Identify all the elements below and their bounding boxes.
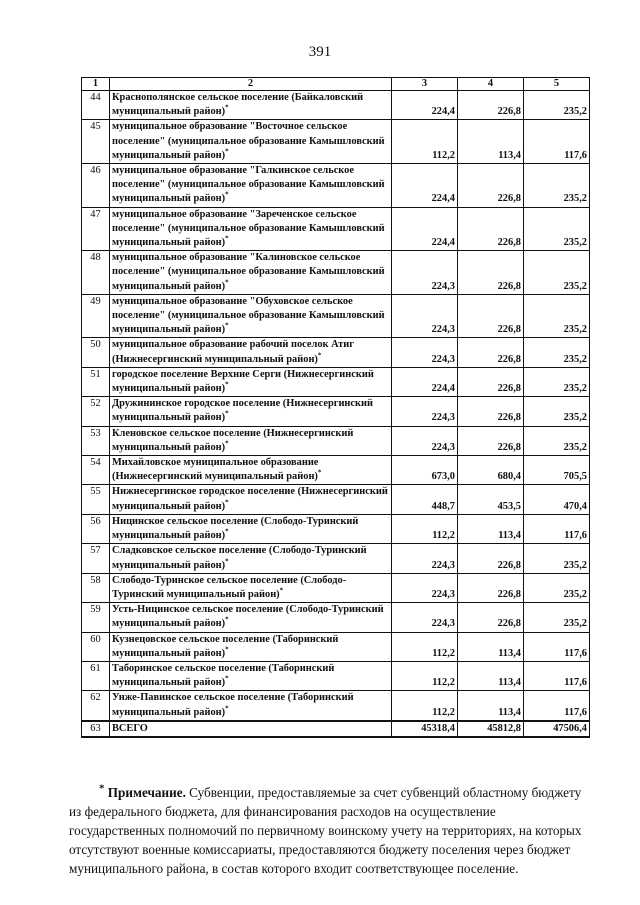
municipality-name-line: муниципальный район) (112, 677, 226, 689)
amount-col-4: 226,8 (458, 573, 524, 602)
amount-col-3: 224,3 (392, 294, 458, 338)
municipality-name-line: муниципальное образование "Галкинское сельское (112, 165, 354, 177)
row-number: 56 (82, 514, 110, 543)
asterisk-mark: * (225, 674, 229, 683)
municipality-name-line: муниципальный район) (112, 618, 226, 630)
asterisk-mark: * (225, 615, 229, 624)
municipality-name (110, 603, 392, 632)
amount-col-5: 235,2 (524, 338, 590, 367)
row-number: 54 (82, 456, 110, 485)
municipality-name-line: Краснополянское сельское поселение (Байкаловский (112, 92, 364, 103)
amount-col-3: 224,3 (392, 544, 458, 573)
footnote-asterisk: * (99, 782, 105, 795)
amount-col-4: 226,8 (458, 91, 524, 120)
amount-col-5: 235,2 (524, 603, 590, 632)
municipality-name-line: поселение" (муниципальное образование Камышловский (112, 266, 385, 278)
total-col-3: 45318,4 (392, 721, 458, 737)
asterisk-mark: * (317, 468, 322, 477)
row-number: 60 (82, 632, 110, 661)
asterisk-mark: * (225, 380, 229, 389)
municipality-name-line: поселение" (муниципальное образование Камышловский (112, 222, 385, 234)
municipality-name-line: муниципальный район) (112, 149, 226, 161)
amount-col-4: 226,8 (458, 603, 524, 632)
amount-col-4: 226,8 (458, 367, 524, 396)
municipality-name (110, 207, 392, 251)
municipality-name-line: муниципальный район) (112, 237, 226, 249)
amount-col-5: 235,2 (524, 207, 590, 251)
municipality-name (110, 367, 392, 396)
amount-col-5: 235,2 (524, 91, 590, 120)
municipality-name (110, 691, 392, 721)
municipality-name-line: муниципальное образование "Обуховское сельское (112, 295, 353, 307)
municipality-name (110, 120, 392, 164)
amount-col-3: 224,3 (392, 338, 458, 367)
municipality-name-line: (Нижнесергинский муниципальный район) (112, 353, 318, 365)
amount-col-4: 113,4 (458, 514, 524, 543)
row-number: 45 (82, 120, 110, 164)
table-row (82, 397, 590, 426)
amount-col-4: 226,8 (458, 397, 524, 426)
amount-col-3: 673,0 (392, 456, 458, 485)
municipality-name (110, 632, 392, 661)
amount-col-5: 235,2 (524, 573, 590, 602)
amount-col-4: 113,4 (458, 120, 524, 164)
row-number: 48 (82, 251, 110, 295)
table-row (82, 338, 590, 367)
row-number: 46 (82, 164, 110, 208)
table-row (82, 485, 590, 514)
header-col-3: 3 (392, 78, 458, 91)
page-number: 391 (308, 44, 332, 60)
table-row (82, 91, 590, 120)
amount-col-3: 112,2 (392, 632, 458, 661)
municipality-name-line: Кленовское сельское поселение (Нижнесергинский (112, 427, 354, 439)
amount-col-4: 226,8 (458, 544, 524, 573)
table-row (82, 294, 590, 338)
table-row (82, 573, 590, 602)
municipality-name-line: Сладковское сельское поселение (Слободо-Туринский (112, 545, 367, 557)
amount-col-5: 235,2 (524, 251, 590, 295)
amount-col-3: 224,3 (392, 397, 458, 426)
municipality-name-line: муниципальный район) (112, 324, 226, 336)
row-number: 57 (82, 544, 110, 573)
municipality-name-line: муниципальный район) (112, 559, 226, 571)
table-row (82, 544, 590, 573)
asterisk-mark: * (225, 439, 229, 448)
municipality-name-line: муниципальное образование "Восточное сельское (112, 121, 348, 133)
municipality-name-line: Слободо-Туринское сельское поселение (Слободо- (112, 574, 347, 586)
municipality-name-line: муниципальный район) (112, 193, 226, 205)
table-row (82, 456, 590, 485)
municipality-name-line: муниципальный район) (112, 647, 226, 659)
amount-col-3: 224,3 (392, 573, 458, 602)
municipality-name-line: муниципальный район) (112, 412, 226, 424)
header-col-4: 4 (458, 78, 524, 91)
footnote-text: Субвенции, предоставляемые за счет субвенций областному бюджету из федерального бюджета, для финансирования расходов на осуществление государственных полномочий по первичному воинскому учету на территориях, на которых отсутствуют военные комиссариаты, предоставляются бюджету поселения через бюджет муниципального района, в состав которого входит соответствующее поселение. (69, 785, 582, 876)
amount-col-3: 448,7 (392, 485, 458, 514)
municipality-name-line: Дружининское городское поселение (Нижнесергинский (112, 398, 373, 410)
amount-col-3: 224,4 (392, 164, 458, 208)
amount-col-4: 113,4 (458, 661, 524, 690)
municipality-name (110, 164, 392, 208)
amount-col-4: 226,8 (458, 426, 524, 455)
municipality-name-line: поселение" (муниципальное образование Камышловский (112, 310, 385, 322)
amount-col-4: 226,8 (458, 294, 524, 338)
amount-col-3: 112,2 (392, 120, 458, 164)
amount-col-3: 224,3 (392, 251, 458, 295)
amount-col-3: 112,2 (392, 691, 458, 721)
total-row (82, 721, 590, 737)
amount-col-5: 235,2 (524, 367, 590, 396)
municipality-name-line: муниципальное образование "Калиновское сельское (112, 252, 361, 264)
amount-col-5: 235,2 (524, 544, 590, 573)
municipality-name-line: Усть-Ницинское сельское поселение (Слободо-Туринский (112, 604, 384, 616)
row-number: 62 (82, 691, 110, 721)
municipality-name (110, 661, 392, 690)
municipality-name-line: муниципальный район) (112, 441, 226, 453)
municipality-name-line: городское поселение Верхние Серги (Нижнесергинский (112, 368, 374, 380)
municipality-name (110, 573, 392, 602)
table-row (82, 603, 590, 632)
municipality-name-line: Ницинское сельское поселение (Слободо-Туринский (112, 515, 359, 527)
asterisk-mark: * (225, 103, 229, 112)
municipality-name-line: поселение" (муниципальное образование Камышловский (112, 135, 385, 147)
municipality-name (110, 485, 392, 514)
table-row (82, 514, 590, 543)
row-number: 47 (82, 207, 110, 251)
municipality-name-line: муниципальный район) (112, 706, 226, 718)
municipality-name (110, 338, 392, 367)
amount-col-5: 235,2 (524, 397, 590, 426)
municipality-name-line: муниципальное образование "Зареченское сельское (112, 208, 357, 220)
total-col-5: 47506,4 (524, 721, 590, 737)
asterisk-mark: * (225, 278, 229, 287)
subventions-table (81, 77, 590, 738)
header-col-1: 1 (82, 78, 110, 91)
amount-col-5: 117,6 (524, 691, 590, 721)
total-row-number: 63 (82, 721, 110, 737)
asterisk-mark: * (225, 704, 229, 713)
table-header-row (82, 78, 590, 91)
table-row (82, 120, 590, 164)
row-number: 59 (82, 603, 110, 632)
amount-col-5: 235,2 (524, 164, 590, 208)
row-number: 55 (82, 485, 110, 514)
amount-col-5: 705,5 (524, 456, 590, 485)
amount-col-4: 113,4 (458, 691, 524, 721)
municipality-name (110, 251, 392, 295)
row-number: 52 (82, 397, 110, 426)
municipality-name (110, 456, 392, 485)
municipality-name (110, 514, 392, 543)
table-row (82, 691, 590, 721)
table-row (82, 661, 590, 690)
asterisk-mark: * (225, 645, 229, 654)
municipality-name-line: муниципальное образование рабочий поселок Атиг (112, 339, 354, 351)
amount-col-5: 117,6 (524, 514, 590, 543)
amount-col-3: 112,2 (392, 661, 458, 690)
amount-col-3: 224,3 (392, 603, 458, 632)
municipality-name-line: поселение" (муниципальное образование Камышловский (112, 179, 385, 191)
row-number: 50 (82, 338, 110, 367)
total-col-4: 45812,8 (458, 721, 524, 737)
municipality-name-line: (Нижнесергинский муниципальный район) (112, 471, 318, 483)
total-label: ВСЕГО (110, 721, 392, 737)
municipality-name (110, 91, 392, 120)
amount-col-3: 224,3 (392, 426, 458, 455)
table-row (82, 251, 590, 295)
table-row (82, 367, 590, 396)
amount-col-5: 235,2 (524, 426, 590, 455)
asterisk-mark: * (225, 147, 229, 156)
amount-col-4: 226,8 (458, 164, 524, 208)
municipality-name-line: муниципальный район) (112, 106, 226, 118)
table-row (82, 164, 590, 208)
municipality-name-line: Михайловское муниципальное образование (112, 457, 319, 469)
asterisk-mark: * (225, 557, 229, 566)
row-number: 61 (82, 661, 110, 690)
municipality-name (110, 397, 392, 426)
amount-col-4: 453,5 (458, 485, 524, 514)
table-row (82, 426, 590, 455)
footnote (69, 783, 589, 878)
amount-col-5: 117,6 (524, 120, 590, 164)
row-number: 53 (82, 426, 110, 455)
amount-col-4: 226,8 (458, 338, 524, 367)
footnote-title: Примечание. (107, 785, 186, 800)
table-row (82, 632, 590, 661)
municipality-name-line: Кузнецовское сельское поселение (Таборинский (112, 633, 339, 645)
amount-col-5: 235,2 (524, 294, 590, 338)
asterisk-mark: * (225, 498, 229, 507)
asterisk-mark: * (225, 410, 229, 418)
amount-col-4: 680,4 (458, 456, 524, 485)
municipality-name (110, 294, 392, 338)
municipality-name-line: муниципальный район) (112, 530, 226, 542)
municipality-name-line: Нижнесергинское городское поселение (Нижнесергинский (112, 486, 388, 498)
row-number: 51 (82, 367, 110, 396)
header-col-5: 5 (524, 78, 590, 91)
amount-col-3: 224,4 (392, 367, 458, 396)
municipality-name-line: муниципальный район) (112, 500, 226, 512)
row-number: 44 (82, 91, 110, 120)
amount-col-4: 226,8 (458, 251, 524, 295)
asterisk-mark: * (225, 321, 229, 330)
municipality-name (110, 426, 392, 455)
asterisk-mark: * (317, 351, 322, 360)
municipality-name-line: Таборинское сельское поселение (Таборинский (112, 662, 335, 674)
row-number: 49 (82, 294, 110, 338)
amount-col-4: 226,8 (458, 207, 524, 251)
amount-col-5: 117,6 (524, 661, 590, 690)
row-number: 58 (82, 573, 110, 602)
municipality-name-line: Туринский муниципальный район) (112, 588, 280, 600)
municipality-name (110, 544, 392, 573)
header-col-2: 2 (110, 78, 392, 91)
amount-col-5: 117,6 (524, 632, 590, 661)
asterisk-mark: * (279, 586, 284, 595)
municipality-name-line: Унже-Павинское сельское поселение (Таборинский (112, 692, 354, 704)
asterisk-mark: * (225, 190, 229, 199)
amount-col-5: 470,4 (524, 485, 590, 514)
municipality-name-line: муниципальный район) (112, 280, 226, 292)
amount-col-3: 112,2 (392, 514, 458, 543)
asterisk-mark: * (225, 234, 229, 243)
asterisk-mark: * (225, 527, 229, 536)
amount-col-3: 224,4 (392, 91, 458, 120)
municipality-name-line: муниципальный район) (112, 383, 226, 395)
table-row (82, 207, 590, 251)
amount-col-3: 224,4 (392, 207, 458, 251)
amount-col-4: 113,4 (458, 632, 524, 661)
